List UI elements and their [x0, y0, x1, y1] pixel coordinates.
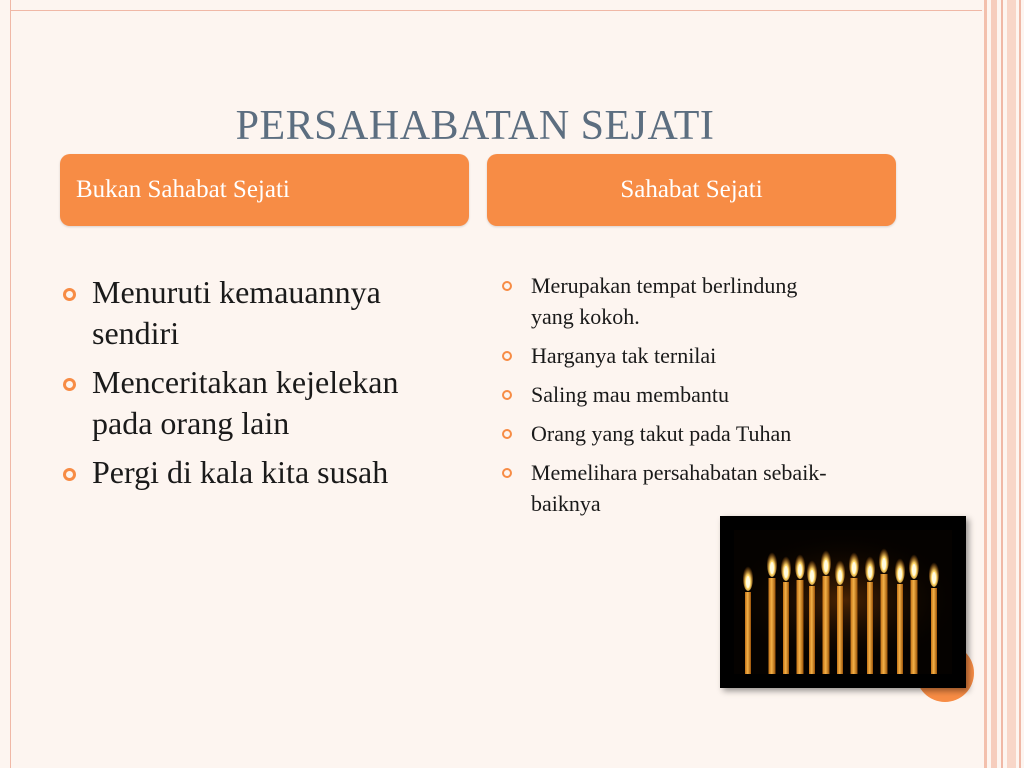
list-item-text: Saling mau membantu	[531, 382, 729, 407]
border-stripes	[982, 0, 1024, 768]
header-true-friend-label: Sahabat Sejati	[620, 176, 763, 203]
list-item	[60, 272, 440, 354]
list-item	[498, 340, 838, 371]
bullet-icon	[63, 378, 76, 391]
candles-image	[720, 516, 966, 688]
bullet-icon	[502, 390, 512, 400]
list-item	[498, 379, 838, 410]
header-true-friend	[487, 154, 896, 226]
list-item	[498, 418, 838, 449]
header-not-true-friend	[60, 154, 469, 226]
bullet-icon	[502, 351, 512, 361]
list-item	[60, 452, 440, 493]
list-item-text: Menuruti kemauannya sendiri	[92, 274, 381, 351]
list-item	[60, 362, 440, 444]
frame-line-top	[10, 10, 982, 11]
list-item	[498, 270, 838, 332]
frame-line-left	[10, 0, 11, 768]
list-true-friend	[498, 270, 838, 527]
list-item-text: Memelihara persahabatan sebaik-baiknya	[531, 460, 827, 516]
list-item-text: Orang yang takut pada Tuhan	[531, 421, 792, 446]
list-item-text: Menceritakan kejelekan pada orang lain	[92, 364, 399, 441]
bullet-icon	[63, 288, 76, 301]
list-not-true-friend	[60, 272, 440, 501]
list-item-text: Harganya tak ternilai	[531, 343, 717, 368]
bullet-icon	[502, 468, 512, 478]
candles-illustration	[734, 530, 952, 674]
bullet-icon	[502, 281, 512, 291]
bullet-icon	[63, 468, 76, 481]
header-not-true-friend-label: Bukan Sahabat Sejati	[76, 176, 290, 203]
list-item-text: Merupakan tempat berlindung yang kokoh.	[531, 273, 798, 329]
list-item	[498, 457, 838, 519]
bullet-icon	[502, 429, 512, 439]
slide-title: PERSAHABATAN SEJATI	[235, 103, 715, 149]
list-item-text: Pergi di kala kita susah	[92, 454, 389, 490]
